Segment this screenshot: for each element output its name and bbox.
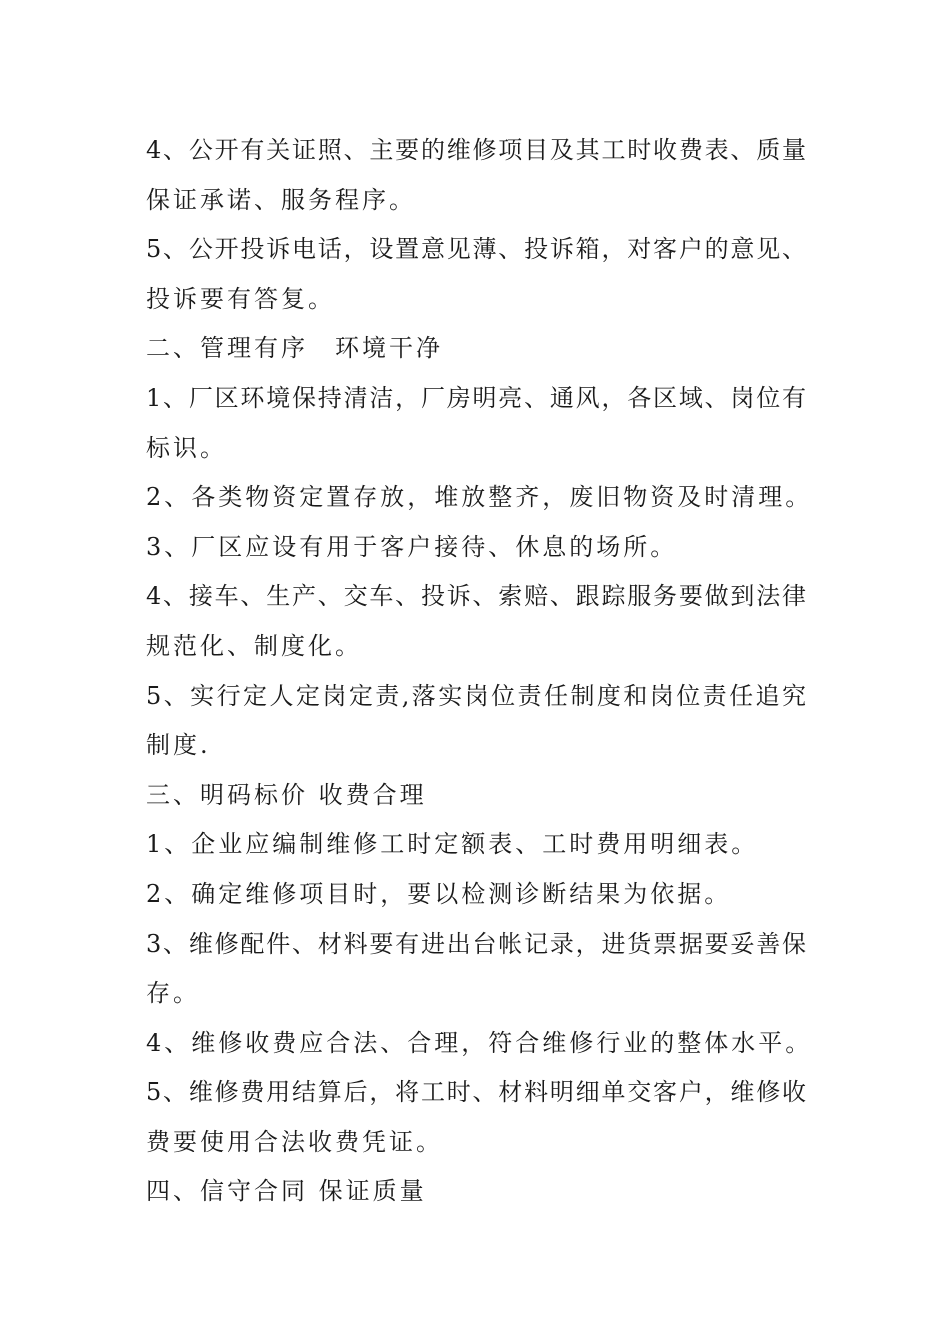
text-line: 5、维修费用结算后，将工时、材料明细单交客户，维修收 bbox=[146, 1078, 806, 1107]
text-line: 5、实行定人定岗定责,落实岗位责任制度和岗位责任追究 bbox=[146, 681, 806, 710]
text-line: 4、接车、生产、交车、投诉、索赔、跟踪服务要做到法律 bbox=[146, 582, 806, 611]
section-heading: 二、管理有序 环境干净 bbox=[146, 334, 443, 363]
text-line: 1、厂区环境保持清洁，厂房明亮、通风，各区域、岗位有 bbox=[146, 383, 806, 412]
text-line: 制度. bbox=[146, 731, 211, 760]
section-heading: 三、明码标价 收费合理 bbox=[146, 780, 427, 809]
text-line: 投诉要有答复。 bbox=[146, 284, 335, 313]
section-heading: 四、信守合同 保证质量 bbox=[146, 1177, 427, 1206]
text-line: 3、厂区应设有用于客户接待、休息的场所。 bbox=[146, 532, 678, 561]
text-line: 2、确定维修项目时，要以检测诊断结果为依据。 bbox=[146, 879, 732, 908]
text-line: 3、维修配件、材料要有进出台帐记录，进货票据要妥善保 bbox=[146, 929, 806, 958]
text-line: 4、公开有关证照、主要的维修项目及其工时收费表、质量 bbox=[146, 136, 806, 164]
text-line: 2、各类物资定置存放，堆放整齐，废旧物资及时清理。 bbox=[146, 483, 813, 512]
text-line: 1、企业应编制维修工时定额表、工时费用明细表。 bbox=[146, 830, 759, 859]
text-line: 标识。 bbox=[146, 433, 227, 462]
text-line: 4、维修收费应合法、合理，符合维修行业的整体水平。 bbox=[146, 1028, 813, 1057]
text-line: 保证承诺、服务程序。 bbox=[146, 185, 416, 214]
text-line: 规范化、制度化。 bbox=[146, 631, 362, 660]
text-line: 存。 bbox=[146, 979, 200, 1008]
document-body bbox=[146, 126, 813, 1217]
text-line: 费要使用合法收费凭证。 bbox=[146, 1127, 443, 1156]
text-line: 5、公开投诉电话，设置意见薄、投诉箱，对客户的意见、 bbox=[146, 235, 806, 264]
